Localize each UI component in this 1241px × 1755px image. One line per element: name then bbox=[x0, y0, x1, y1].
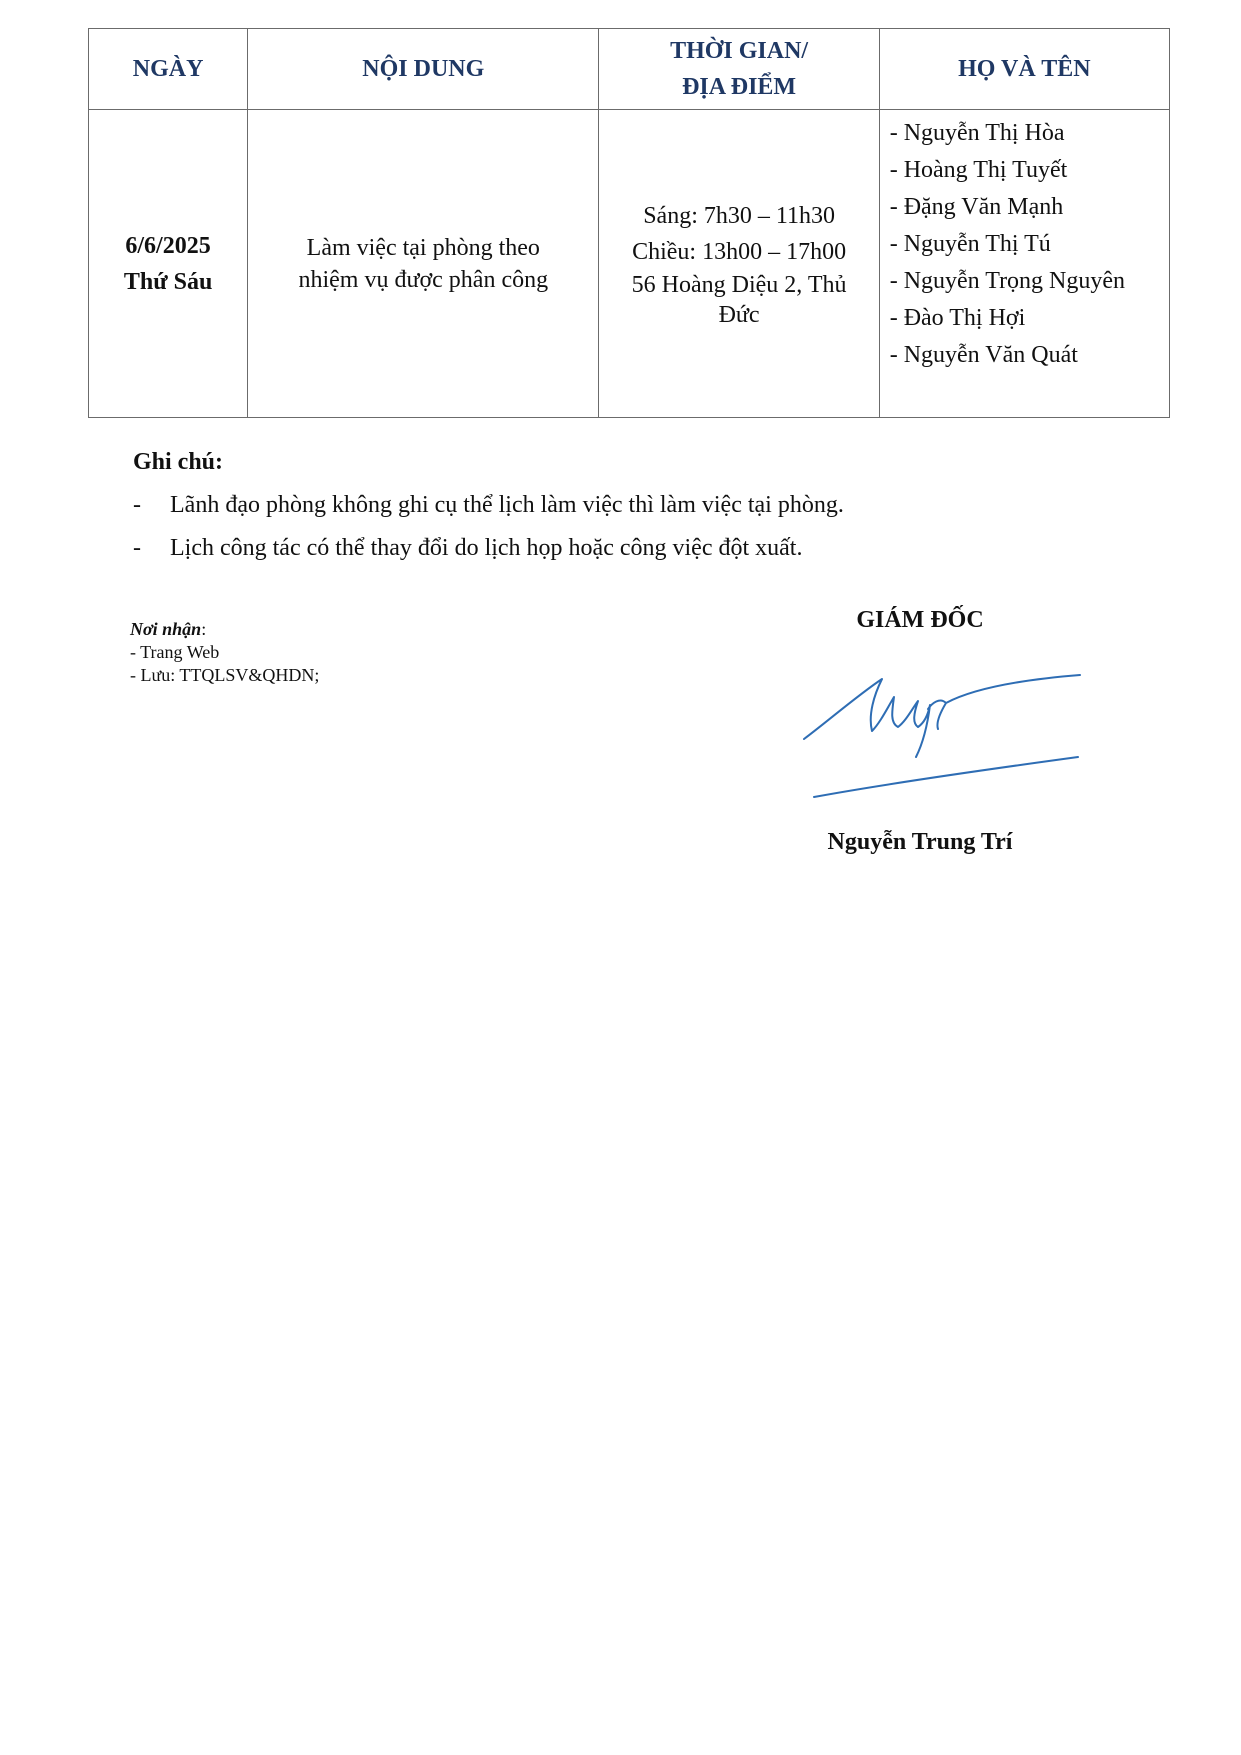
header-time-line: THỜI GIAN/ bbox=[670, 38, 809, 64]
recipient-item: - Trang Web bbox=[130, 642, 220, 662]
recipients-section bbox=[130, 618, 319, 687]
note-dash: - bbox=[133, 535, 141, 561]
recipient-item: - Lưu: TTQLSV&QHDN; bbox=[130, 665, 320, 685]
header-names: HỌ VÀ TÊN bbox=[879, 29, 1169, 110]
work-schedule-table bbox=[88, 28, 1170, 418]
cell-time-location bbox=[599, 110, 879, 418]
signer-title: GIÁM ĐỐC bbox=[856, 607, 984, 633]
content-line-2: nhiệm vụ được phân công bbox=[298, 266, 549, 293]
table-row bbox=[89, 110, 1170, 418]
content-line-1: Làm việc tại phòng theo bbox=[306, 234, 540, 261]
list-item: - Hoàng Thị Tuyết bbox=[889, 157, 1068, 183]
date-value: 6/6/2025 bbox=[125, 232, 211, 259]
header-content: NỘI DUNG bbox=[248, 29, 599, 110]
list-item: - Nguyễn Trọng Nguyên bbox=[889, 268, 1126, 294]
list-item: - Đặng Văn Mạnh bbox=[889, 194, 1064, 220]
weekday-value: Thứ Sáu bbox=[123, 268, 213, 295]
table-header-row bbox=[89, 29, 1170, 110]
cell-content bbox=[248, 110, 599, 418]
notes-section bbox=[133, 444, 1133, 566]
notes-title: Ghi chú: bbox=[133, 449, 224, 475]
cell-date bbox=[89, 110, 248, 418]
list-item: - Nguyễn Thị Hòa bbox=[889, 120, 1065, 146]
location-line-2: Đức bbox=[718, 301, 760, 328]
list-item: - Đào Thị Hợi bbox=[889, 305, 1026, 331]
list-item: - Nguyễn Văn Quát bbox=[889, 342, 1078, 368]
staff-list bbox=[890, 115, 1169, 374]
header-date: NGÀY bbox=[89, 29, 248, 110]
cell-names bbox=[879, 110, 1169, 418]
note-item bbox=[133, 530, 1133, 566]
afternoon-time: Chiều: 13h00 – 17h00 bbox=[632, 238, 847, 265]
note-item bbox=[133, 487, 1133, 523]
handwritten-signature bbox=[800, 665, 1100, 805]
list-item: - Nguyễn Thị Tú bbox=[889, 231, 1051, 257]
recipients-heading bbox=[130, 618, 319, 641]
note-dash: - bbox=[133, 492, 141, 518]
morning-time: Sáng: 7h30 – 11h30 bbox=[643, 202, 835, 229]
recipients-colon: : bbox=[201, 619, 207, 639]
location-line-1: 56 Hoàng Diệu 2, Thủ bbox=[631, 271, 847, 298]
note-text: Lãnh đạo phòng không ghi cụ thể lịch làm việc thì làm việc tại phòng. bbox=[170, 492, 844, 518]
note-text: Lịch công tác có thể thay đổi do lịch họp hoặc công việc đột xuất. bbox=[170, 535, 803, 561]
header-location-line: ĐỊA ĐIỂM bbox=[682, 74, 797, 100]
recipients-title: Nơi nhận bbox=[130, 619, 202, 639]
header-time-location bbox=[599, 29, 879, 110]
signer-name: Nguyễn Trung Trí bbox=[827, 829, 1013, 855]
